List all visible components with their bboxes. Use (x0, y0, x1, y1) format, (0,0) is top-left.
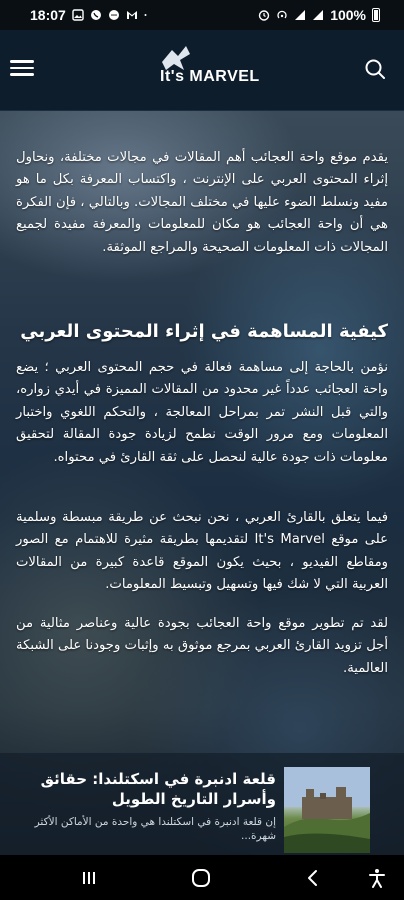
signal-icon (312, 9, 324, 21)
signal-icon (294, 9, 306, 21)
article-paragraph-1: يقدم موقع واحة العجائب أهم المقالات في مجالات مختلفة، ونحاول إثراء المحتوى العربي على الإنترنت ، واكتساب المعرفة بكل ما هو مفيد ونسلط الضوء عليها في مختلف المجالات. وبالتالي ، فإن الفكرة هي أن واحة العجائب هو مكان للمعلومات والمعرفة مفيدة لجميع المجالات ذات المعلومات الصحيحة والمراجع الموثقة. (16, 150, 388, 255)
related-article-title[interactable]: قلعة ادنبرة في اسكتلندا: حقائق وأسرار التاريخ الطويل (40, 770, 276, 808)
site-logo[interactable] (150, 44, 260, 94)
gmail-icon (126, 9, 138, 21)
site-header (0, 30, 404, 111)
accessibility-icon[interactable] (366, 867, 388, 889)
hotspot-icon (276, 9, 288, 21)
related-article-thumbnail[interactable] (284, 767, 370, 853)
home-icon[interactable] (190, 867, 212, 889)
logo-text: It's MARVEL (160, 68, 260, 85)
messages-icon (108, 9, 120, 21)
alarm-icon (258, 9, 270, 21)
status-right (258, 7, 380, 23)
status-left (30, 7, 150, 23)
system-nav-bar (0, 855, 404, 900)
related-article-excerpt: إن قلعة ادنبرة في اسكتلندا هي واحدة من الأماكن الأكثر شهرة... (34, 816, 276, 842)
battery-text: 100% (330, 7, 366, 23)
related-article-card[interactable] (0, 753, 404, 855)
dot-icon (144, 9, 150, 21)
search-icon[interactable] (364, 58, 386, 80)
article-paragraph-2: نؤمن بالحاجة إلى مساهمة فعالة في حجم المحتوى العربي ؛ يضع واحة العجائب عدداً غير محدود من المقالات المميزة في أيدي زواره، والتي قبل النشر تمر بمراحل المعالجة ، والتحكم اللغوي واختبار المعلومات ومع مرور الوقت نطمح لزيادة جودة المقالة لتحقيق معلومات ذات جودة عالية لنحصل على ثقة القارئ في محتواه. (16, 360, 388, 465)
back-icon[interactable] (302, 867, 324, 889)
hamburger-menu-icon[interactable] (10, 56, 34, 80)
article-heading: كيفية المساهمة في إثراء المحتوى العربي (20, 321, 388, 342)
recent-apps-icon[interactable] (78, 867, 100, 889)
status-bar (0, 0, 404, 30)
whatsapp-icon (90, 9, 102, 21)
status-time: 18:07 (30, 7, 66, 23)
battery-icon (372, 8, 380, 22)
article-paragraph-4: لقد تم تطوير موقع واحة العجائب بجودة عالية وعناصر مثالية من أجل تزويد القارئ العربي بمرجع موثوق به وإثبات وجودنا على الشبكة العالمية. (16, 616, 388, 676)
castle-image-icon (284, 767, 370, 853)
image-icon (72, 9, 84, 21)
article-paragraph-3: فيما يتعلق بالقارئ العربي ، نحن نبحث عن طريقة مبسطة وسلمية على موقع It's Marvel لتقديمها بطريقة مثيرة للاهتمام مع الصور ومقاطع الفيديو ، بحيث يكون الموقع قاعدة كبيرة من المقالات العربية التي لا شك فيها وتسهيل وتبسيط المعلومات. (16, 510, 389, 593)
article-content (0, 111, 404, 855)
